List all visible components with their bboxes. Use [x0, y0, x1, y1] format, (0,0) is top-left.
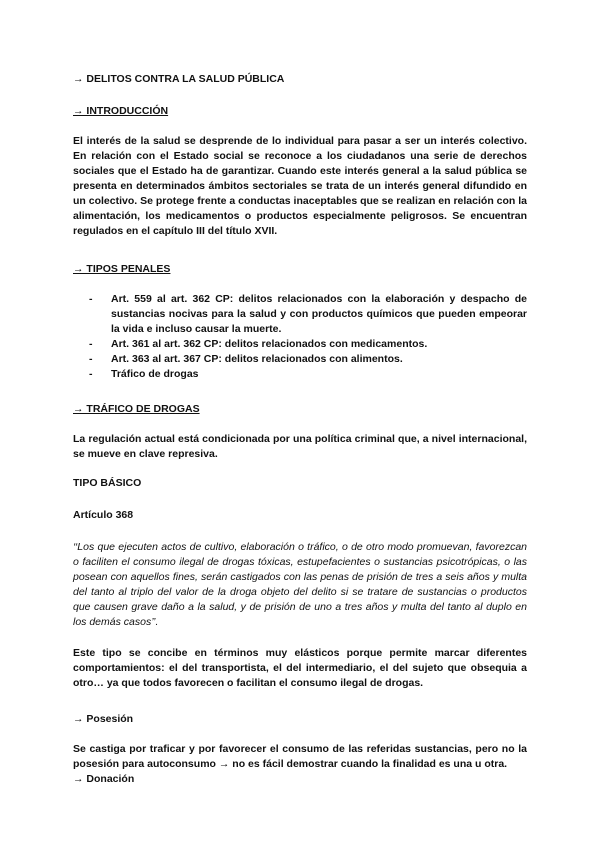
posesion-paragraph: Se castiga por traficar y por favorecer el consumo de las referidas sustancias, pero no la posesión para autoconsumo → no es fácil demostrar cuando la finalidad es una u otra. — [73, 743, 527, 770]
list-item-text: Art. 559 al art. 362 CP: delitos relacionados con la elaboración y despacho de sustancias nocivas para la salud y con productos químicos que pueden empeorar la vida e incluso causar la muerte. — [111, 293, 527, 335]
list-dash: - — [89, 368, 93, 380]
list-item — [73, 352, 527, 367]
tipo-paragraph: Este tipo se concibe en términos muy elásticos porque permite marcar diferentes comportamientos: el del transportista, el del intermediario, el del sujeto que obsequia a otro… ya que todos favorecen o facilitan el consumo ilegal de drogas. — [73, 647, 527, 689]
list-dash: - — [89, 293, 93, 305]
list-dash: - — [89, 338, 93, 350]
list-item-text: Tráfico de drogas — [111, 368, 199, 380]
donacion-heading: → Donación — [73, 773, 135, 785]
tipos-penales-heading: → TIPOS PENALES — [73, 263, 171, 275]
tipo-basico-heading: TIPO BÁSICO — [73, 477, 142, 489]
list-item — [73, 367, 527, 382]
list-item — [73, 337, 527, 352]
trafico-paragraph: La regulación actual está condicionada por una política criminal que, a nivel internacional, se mueve en clave represiva. — [73, 433, 527, 460]
articulo-heading: Artículo 368 — [73, 509, 134, 521]
articulo-quote: ‘‘Los que ejecuten actos de cultivo, elaboración o tráfico, o de otro modo promuevan, favorezcan o faciliten el consumo ilegal de drogas tóxicas, estupefacientes o sustancias psicotrópicas, o las posean con aquellos fines, serán castigados con las penas de prisión de tres a seis años y multa del tanto al triplo del valor de la droga objeto del delito si se tratare de sustancias o productos que causen grave daño a la salud, y de prisión de uno a tres años y multa del tanto al duplo en los demás casos’’. — [73, 541, 527, 628]
trafico-heading: → TRÁFICO DE DROGAS — [73, 403, 200, 415]
intro-paragraph: El interés de la salud se desprende de lo individual para pasar a ser un interés colectivo. En relación con el Estado social se reconoce a los ciudadanos una serie de derechos sociales que el Estado ha de garantizar. Cuando este interés general a la salud pública se presenta en determinados ámbitos sectoriales se trata de un interés general difundido en un colectivo. Se protege frente a conductas inaceptables que se realizan en relación con la alimentación, los medicamentos o productos especialmente peligrosos. Se encuentran regulados en el capítulo III del título XVII. — [73, 135, 527, 237]
list-dash: - — [89, 353, 93, 365]
list-item — [73, 292, 527, 337]
list-item-text: Art. 363 al art. 367 CP: delitos relacionados con alimentos. — [111, 353, 403, 365]
posesion-heading: → Posesión — [73, 713, 134, 725]
list-item-text: Art. 361 al art. 362 CP: delitos relacionados con medicamentos. — [111, 338, 428, 350]
intro-heading: → INTRODUCCIÓN — [73, 105, 169, 117]
main-heading: → DELITOS CONTRA LA SALUD PÚBLICA — [73, 73, 285, 85]
tipos-penales-list — [73, 292, 527, 382]
